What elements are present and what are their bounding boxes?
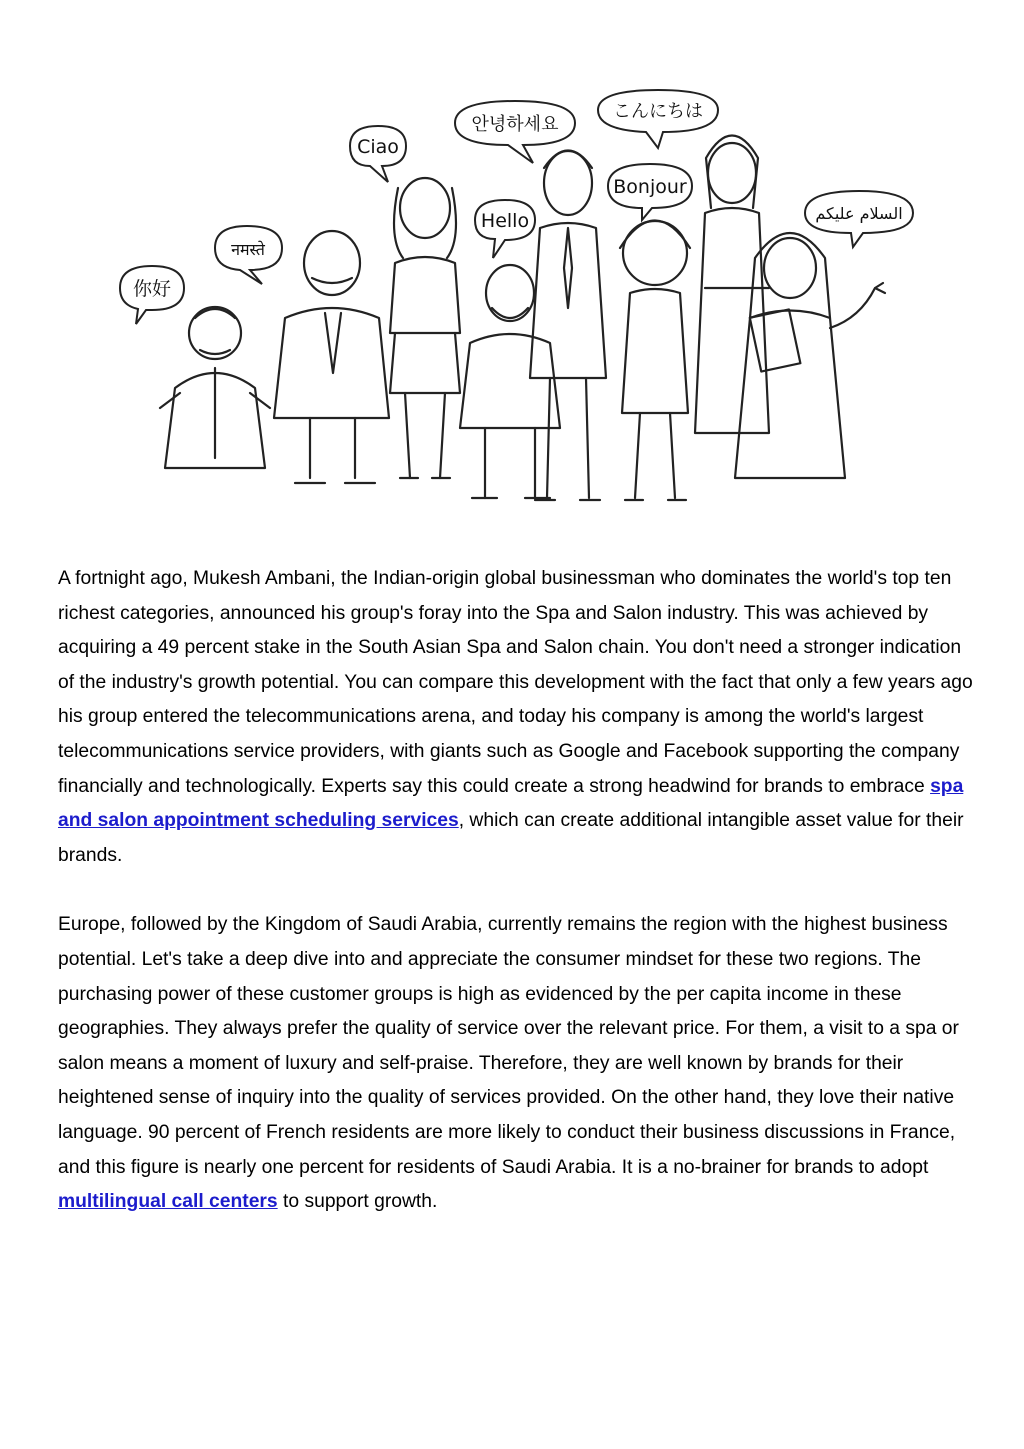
spa-salon-scheduling-link[interactable]: spa and salon appointment scheduling services — [58, 775, 964, 832]
person-english — [460, 265, 560, 498]
greeting-french: Bonjour — [613, 176, 687, 198]
article-body — [58, 562, 978, 1255]
person-arabic — [735, 233, 885, 478]
multilingual-call-centers-link[interactable]: multilingual call centers — [58, 1191, 278, 1213]
paragraph-2 — [58, 908, 978, 1219]
greeting-korean: 안녕하세요 — [471, 114, 559, 135]
paragraph-1-text-start: A fortnight ago, Mukesh Ambani, the Indian-origin global businessman who dominates the world's top ten richest categories, announced his group's foray into the Spa and Salon industry. This was achieved by acquiring a 49 percent stake in the South Asian Spa and Salon chain. You don't need a stronger indication of the industry's growth potential. You can compare this development with the fact that only a few years ago his group entered the telecommunications arena, and today his company is among the world's largest telecommunications service providers, with giants such as Google and Facebook supporting the company financially and technologically. Experts say this could create a strong headwind for brands to embrace — [58, 568, 973, 797]
greeting-chinese: 你好 — [132, 278, 172, 300]
paragraph-1-text-end: , which can create additional intangible asset value for their brands. — [58, 810, 964, 866]
person-japanese — [695, 136, 769, 434]
person-indian — [274, 231, 389, 483]
person-italian — [390, 178, 460, 478]
person-french — [620, 221, 690, 501]
person-chinese — [160, 307, 270, 468]
illustration-svg — [100, 88, 920, 518]
greeting-italian: Ciao — [357, 136, 399, 158]
greeting-english: Hello — [480, 210, 530, 232]
paragraph-2-text-start: Europe, followed by the Kingdom of Saudi Arabia, currently remains the region with the highest business potential. Let's take a deep dive into and appreciate the consumer mindset for these two regions. The purchasing power of these customer groups is high as evidenced by the per capita income in these geographies. They always prefer the quality of service over the relevant price. For them, a visit to a spa or salon means a moment of luxury and self-praise. Therefore, they are well known by brands for their heightened sense of inquiry into the quality of services provided. On the other hand, they love their native language. 90 percent of French residents are more likely to conduct their business discussions in France, and this figure is nearly one percent for residents of Saudi Arabia. It is a no-brainer for brands to adopt — [58, 914, 959, 1178]
person-korean — [530, 151, 606, 501]
greeting-arabic: السلام عليكم — [815, 204, 903, 223]
multilingual-people-illustration — [100, 88, 920, 518]
greeting-hindi: नमस्ते — [231, 240, 265, 259]
paragraph-2-text-end: to support growth. — [277, 1191, 438, 1213]
paragraph-1 — [58, 562, 978, 873]
greeting-japanese: こんにちは — [613, 101, 703, 122]
